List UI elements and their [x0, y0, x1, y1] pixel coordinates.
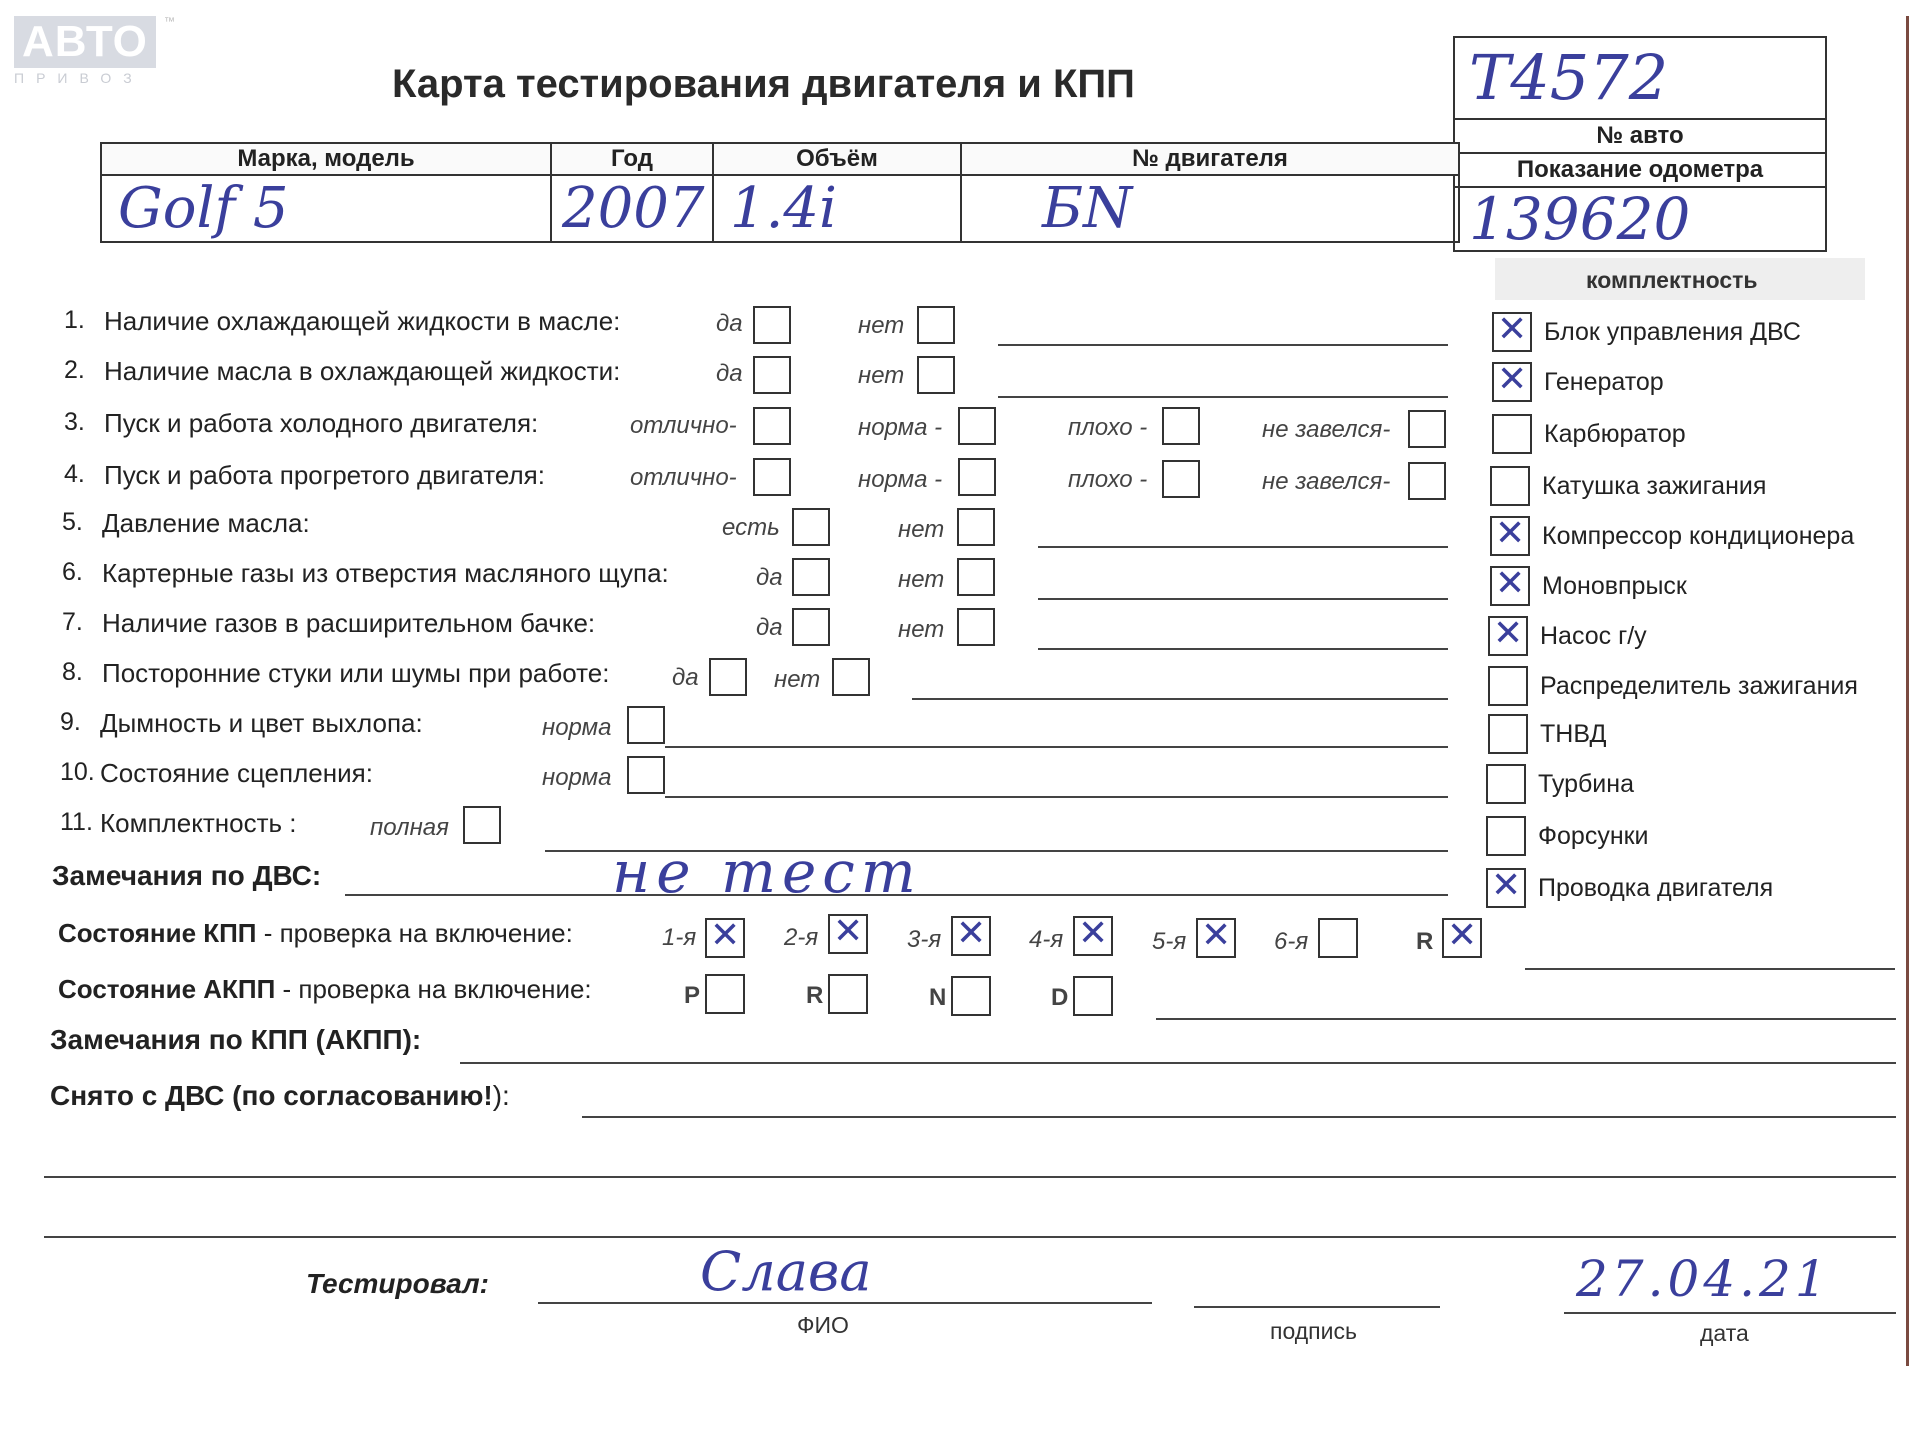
removed-label-rest: ): — [492, 1080, 510, 1111]
q1-no-checkbox[interactable] — [917, 306, 955, 344]
q2-text: Наличие масла в охлаждающей жидкости: — [104, 356, 621, 386]
date-caption: дата — [1700, 1320, 1749, 1346]
completeness-checkbox[interactable] — [1486, 816, 1526, 856]
completeness-item-label: Форсунки — [1538, 822, 1649, 850]
completeness-checkbox[interactable] — [1490, 513, 1530, 556]
q10-number: 10. — [60, 758, 95, 786]
q8-opt-no: нет — [774, 666, 821, 693]
q5-number: 5. — [62, 508, 83, 536]
gear-2-check-mark: ✕ — [833, 911, 864, 952]
q6-number: 6. — [62, 558, 83, 586]
q7-number: 7. — [62, 608, 83, 636]
col-volume: Объём — [713, 143, 961, 175]
akpp-p-checkbox[interactable] — [705, 974, 745, 1014]
akpp-p-label: P — [684, 982, 701, 1009]
q4-opt-bad: плохо - — [1068, 466, 1148, 493]
q4-normal-checkbox[interactable] — [958, 458, 996, 496]
completeness-checkbox[interactable] — [1488, 666, 1528, 706]
q6-opt-no: нет — [898, 566, 945, 593]
q3-text: Пуск и работа холодного двигателя: — [104, 408, 539, 438]
completeness-checkbox[interactable] — [1486, 865, 1526, 908]
car-number-label: № авто — [1455, 120, 1825, 154]
gear-3-checkbox[interactable] — [951, 913, 991, 956]
q3-normal-checkbox[interactable] — [958, 407, 996, 445]
q11-number: 11. — [60, 808, 93, 836]
val-engine-number: БN — [961, 175, 1459, 242]
q3-opt-nostart: не завелся- — [1262, 416, 1391, 443]
q3-opt-normal: норма - — [858, 414, 943, 441]
check-mark: ✕ — [1497, 309, 1528, 350]
page-edge-line — [1906, 16, 1909, 1366]
q8-line — [912, 698, 1448, 700]
q3-opt-bad: плохо - — [1068, 414, 1148, 441]
q5-opt-yes: есть — [722, 514, 780, 541]
remarks-dvs-label: Замечания по ДВС: — [52, 860, 322, 891]
logo-subtitle: ПРИВОЗ — [14, 70, 144, 86]
col-make-model: Марка, модель — [101, 143, 551, 175]
q7-opt-yes: да — [756, 614, 783, 641]
q5-text: Давление масла: — [102, 508, 310, 538]
check-mark: ✕ — [1493, 613, 1524, 654]
completeness-checkbox[interactable] — [1492, 309, 1532, 352]
q6-text: Картерные газы из отверстия масляного щупа: — [102, 558, 669, 588]
q8-number: 8. — [62, 658, 83, 686]
date-line — [1564, 1312, 1896, 1314]
akpp-line — [1156, 1018, 1896, 1020]
q6-yes-checkbox[interactable] — [792, 558, 830, 596]
removed-line-3 — [44, 1236, 1896, 1238]
q10-normal-checkbox[interactable] — [627, 756, 665, 794]
akpp-label-rest: - проверка на включение: — [275, 974, 592, 1004]
q1-number: 1. — [64, 306, 85, 334]
test-date: 27.04.21 — [1576, 1250, 1831, 1308]
q4-excellent-checkbox[interactable] — [753, 458, 791, 496]
akpp-r-label: R — [806, 982, 824, 1009]
q4-nostart-checkbox[interactable] — [1408, 462, 1446, 500]
completeness-item-label: Распределитель зажигания — [1540, 672, 1858, 700]
q8-opt-yes: да — [672, 664, 699, 691]
q4-opt-nostart: не завелся- — [1262, 468, 1391, 495]
odometer-label: Показание одометра — [1455, 154, 1825, 188]
q11-full-checkbox[interactable] — [463, 806, 501, 844]
tester-name: Слава — [700, 1240, 872, 1303]
check-mark: ✕ — [1491, 865, 1522, 906]
fio-caption: ФИО — [797, 1312, 849, 1338]
q4-opt-normal: норма - — [858, 466, 943, 493]
val-make-model: Golf 5 — [101, 175, 551, 242]
logo — [14, 16, 175, 86]
logo-tm: ™ — [164, 16, 175, 28]
signature-caption: подпись — [1270, 1318, 1357, 1344]
completeness-item-label: Катушка зажигания — [1542, 472, 1767, 500]
fio-line — [538, 1302, 1152, 1304]
completeness-item-label: Проводка двигателя — [1538, 874, 1774, 902]
q2-yes-checkbox[interactable] — [753, 356, 791, 394]
q5-opt-no: нет — [898, 516, 945, 543]
kpp-label-rest: - проверка на включение: — [256, 918, 573, 948]
q1-yes-checkbox[interactable] — [753, 306, 791, 344]
q9-normal-checkbox[interactable] — [627, 706, 665, 744]
remarks-kpp-label: Замечания по КПП (АКПП): — [50, 1024, 422, 1055]
col-engine-number: № двигателя — [961, 143, 1459, 175]
q6-no-checkbox[interactable] — [957, 558, 995, 596]
completeness-item-label: Блок управления ДВС — [1544, 318, 1801, 346]
q7-opt-no: нет — [898, 616, 945, 643]
q4-bad-checkbox[interactable] — [1162, 460, 1200, 498]
val-year: 2007 — [551, 175, 713, 242]
gear-4-checkbox[interactable] — [1073, 913, 1113, 956]
q11-text: Комплектность : — [100, 808, 297, 838]
odometer-value: 139620 — [1469, 185, 1691, 253]
completeness-checkbox[interactable] — [1492, 414, 1532, 454]
removed-label — [50, 1080, 510, 1112]
q3-excellent-checkbox[interactable] — [753, 407, 791, 445]
signature-line — [1194, 1306, 1440, 1308]
akpp-r-checkbox[interactable] — [828, 974, 868, 1014]
q3-bad-checkbox[interactable] — [1162, 407, 1200, 445]
gear-2-label: 2-я — [784, 924, 819, 951]
q6-line — [1038, 598, 1448, 600]
q9-text: Дымность и цвет выхлопа: — [100, 708, 423, 738]
gear-1-check-mark: ✕ — [710, 915, 741, 956]
q5-no-checkbox[interactable] — [957, 508, 995, 546]
q1-text: Наличие охлаждающей жидкости в масле: — [104, 306, 621, 336]
q1-line — [998, 344, 1448, 346]
col-year: Год — [551, 143, 713, 175]
q9-opt-normal: норма — [542, 714, 612, 741]
gear-1-checkbox[interactable] — [705, 915, 745, 958]
q8-yes-checkbox[interactable] — [709, 658, 747, 696]
completeness-checkbox[interactable] — [1488, 613, 1528, 656]
q10-opt-normal: норма — [542, 764, 612, 791]
q7-line — [1038, 648, 1448, 650]
gear-5-checkbox[interactable] — [1196, 915, 1236, 958]
gear-5-check-mark: ✕ — [1201, 915, 1232, 956]
kpp-line — [1525, 968, 1895, 970]
akpp-d-checkbox[interactable] — [1073, 976, 1113, 1016]
kpp-label — [58, 918, 573, 949]
q9-line — [665, 746, 1448, 748]
gear-3-check-mark: ✕ — [956, 913, 987, 954]
gear-6-label: 6-я — [1274, 928, 1309, 955]
car-info-box — [1453, 36, 1827, 252]
completeness-item-label: Насос г/у — [1540, 622, 1647, 650]
check-mark: ✕ — [1495, 513, 1526, 554]
q2-number: 2. — [64, 356, 85, 384]
q8-no-checkbox[interactable] — [832, 658, 870, 696]
akpp-n-checkbox[interactable] — [951, 976, 991, 1016]
gear-6-checkbox[interactable] — [1318, 918, 1358, 958]
q8-text: Посторонние стуки или шумы при работе: — [102, 658, 610, 688]
gear-1-label: 1-я — [662, 924, 697, 951]
q1-opt-yes: да — [716, 310, 743, 337]
q3-opt-excellent: отлично- — [630, 412, 737, 439]
completeness-checkbox[interactable] — [1490, 466, 1530, 506]
completeness-checkbox[interactable] — [1490, 563, 1530, 606]
completeness-item-label: ТНВД — [1540, 720, 1607, 748]
completeness-checkbox[interactable] — [1486, 764, 1526, 804]
check-mark: ✕ — [1495, 563, 1526, 604]
gear-4-label: 4-я — [1029, 926, 1064, 953]
q4-text: Пуск и работа прогретого двигателя: — [104, 460, 545, 490]
q11-opt-full: полная — [370, 814, 449, 841]
q3-number: 3. — [64, 408, 85, 436]
removed-label-bold: Снято с ДВС (по согласованию! — [50, 1080, 493, 1111]
q4-number: 4. — [64, 460, 85, 488]
akpp-d-label: D — [1051, 984, 1069, 1011]
completeness-item-label: Карбюратор — [1544, 420, 1686, 448]
completeness-item-label: Турбина — [1538, 770, 1634, 798]
q9-number: 9. — [60, 708, 81, 736]
check-mark: ✕ — [1497, 359, 1528, 400]
gear-r-check-mark: ✕ — [1447, 915, 1478, 956]
q2-line — [998, 396, 1448, 398]
gear-r-checkbox[interactable] — [1442, 915, 1482, 958]
akpp-label-bold: Состояние АКПП — [58, 974, 276, 1004]
car-number-value: T4572 — [1455, 38, 1825, 120]
gear-3-label: 3-я — [907, 926, 942, 953]
completeness-item-label: Моновпрыск — [1542, 572, 1687, 600]
q6-opt-yes: да — [756, 564, 783, 591]
completeness-item-label: Компрессор кондиционера — [1542, 522, 1855, 550]
q2-opt-yes: да — [716, 360, 743, 387]
gear-4-check-mark: ✕ — [1078, 913, 1109, 954]
remarks-kpp-line — [460, 1062, 1896, 1064]
page-title: Карта тестирования двигателя и КПП — [392, 62, 1135, 106]
q5-line — [1038, 546, 1448, 548]
q3-nostart-checkbox[interactable] — [1408, 410, 1446, 448]
completeness-checkbox[interactable] — [1492, 359, 1532, 402]
vehicle-header-table — [100, 142, 1460, 243]
q4-opt-excellent: отлично- — [630, 464, 737, 491]
q10-text: Состояние сцепления: — [100, 758, 373, 788]
q7-no-checkbox[interactable] — [957, 608, 995, 646]
q2-no-checkbox[interactable] — [917, 356, 955, 394]
removed-line-1 — [582, 1116, 1896, 1118]
gear-2-checkbox[interactable] — [828, 911, 868, 954]
gear-r-label: R — [1416, 928, 1434, 955]
q7-text: Наличие газов в расширительном бачке: — [102, 608, 596, 638]
remarks-dvs-value: не тест — [612, 838, 922, 906]
completeness-item-label: Генератор — [1544, 368, 1664, 396]
completeness-title: комплектность — [1586, 267, 1758, 293]
completeness-checkbox[interactable] — [1488, 714, 1528, 754]
kpp-label-bold: Состояние КПП — [58, 918, 257, 948]
remarks-dvs-line — [345, 894, 1448, 896]
akpp-label — [58, 974, 592, 1005]
q10-line — [665, 796, 1448, 798]
gear-5-label: 5-я — [1152, 928, 1187, 955]
logo-text: АВТО — [14, 16, 156, 68]
tested-by-label: Тестировал: — [306, 1268, 489, 1299]
val-volume: 1.4i — [713, 175, 961, 242]
akpp-n-label: N — [929, 984, 947, 1011]
q2-opt-no: нет — [858, 362, 905, 389]
q1-opt-no: нет — [858, 312, 905, 339]
q7-yes-checkbox[interactable] — [792, 608, 830, 646]
removed-line-2 — [44, 1176, 1896, 1178]
q5-yes-checkbox[interactable] — [792, 508, 830, 546]
